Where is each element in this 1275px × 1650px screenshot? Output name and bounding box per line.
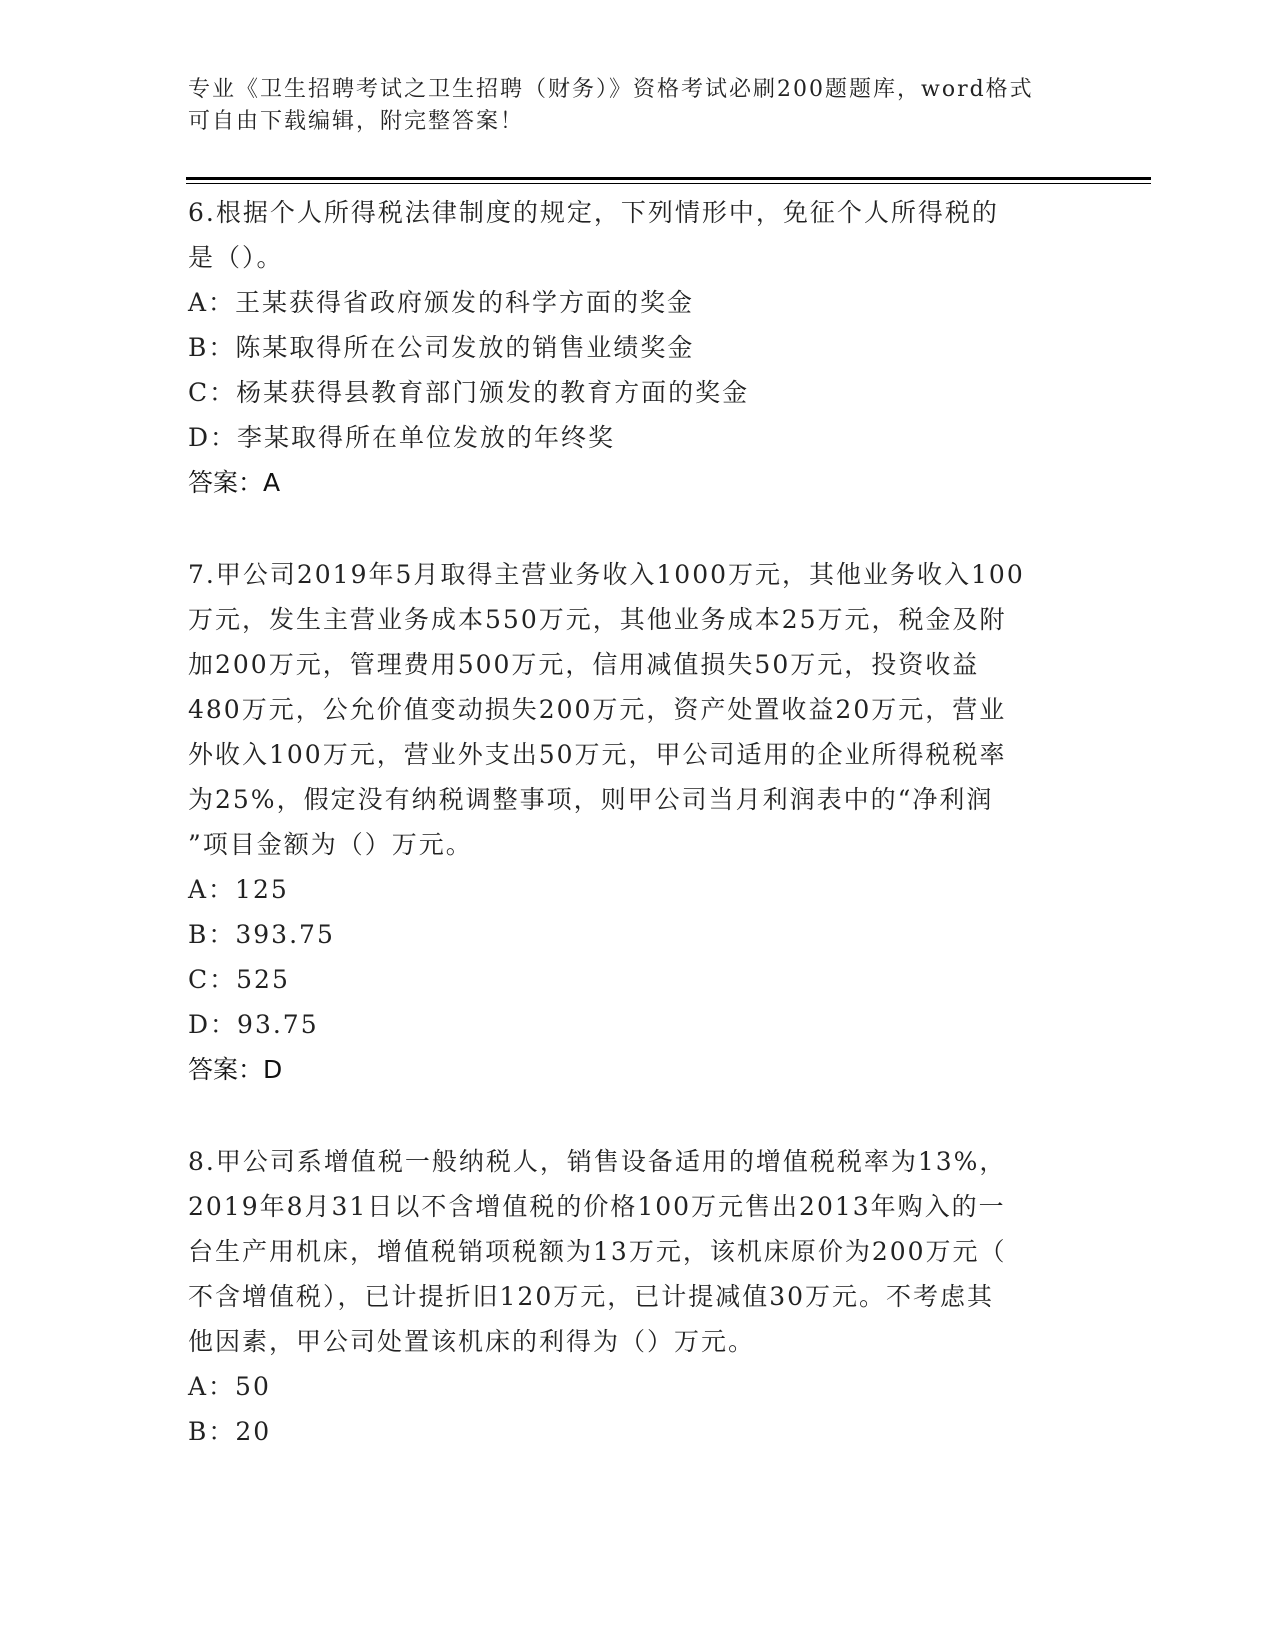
header-divider-thin [186, 183, 1151, 184]
option-b: B：393.75 [188, 920, 335, 949]
option-a: A：125 [188, 875, 289, 904]
question-text: 加200万元，管理费用500万元，信用减值损失50万元，投资收益 [188, 650, 980, 679]
question-text: 台生产用机床，增值税销项税额为13万元，该机床原价为200万元（ [188, 1237, 1007, 1266]
option-c: C：杨某获得县教育部门颁发的教育方面的奖金 [188, 378, 750, 407]
question-text: ”项目金额为（）万元。 [188, 830, 473, 859]
header-divider-thick [186, 177, 1151, 180]
option-b: B：20 [188, 1417, 272, 1446]
question-text: 是（）。 [188, 243, 284, 272]
question-text: 他因素，甲公司处置该机床的利得为（）万元。 [188, 1327, 756, 1356]
question-text: 480万元，公允价值变动损失200万元，资产处置收益20万元，营业 [188, 695, 1007, 724]
question-6 [188, 190, 1088, 505]
option-c: C：525 [188, 965, 290, 994]
question-8 [188, 1139, 1088, 1454]
option-d: D：李某取得所在单位发放的年终奖 [188, 423, 616, 452]
question-text: 7.甲公司2019年5月取得主营业务收入1000万元，其他业务收入100 [188, 560, 1025, 589]
option-a: A：王某获得省政府颁发的科学方面的奖金 [188, 288, 695, 317]
question-7 [188, 552, 1088, 1092]
question-text: 为25%，假定没有纳税调整事项，则甲公司当月利润表中的“净利润 [188, 785, 994, 814]
option-a: A：50 [188, 1372, 271, 1401]
answer-text: 答案：D [188, 1055, 283, 1084]
question-text: 万元，发生主营业务成本550万元，其他业务成本25万元，税金及附 [188, 605, 1007, 634]
question-text: 2019年8月31日以不含增值税的价格100万元售出2013年购入的一 [188, 1192, 1006, 1221]
question-text: 8.甲公司系增值税一般纳税人，销售设备适用的增值税税率为13%， [188, 1147, 1007, 1176]
option-b: B：陈某取得所在公司发放的销售业绩奖金 [188, 333, 695, 362]
question-list [188, 190, 1088, 1454]
document-header [188, 74, 1068, 138]
question-text: 6.根据个人所得税法律制度的规定，下列情形中，免征个人所得税的 [188, 198, 999, 227]
question-text: 外收入100万元，营业外支出50万元，甲公司适用的企业所得税税率 [188, 740, 1007, 769]
header-line: 可自由下载编辑，附完整答案！ [188, 109, 525, 134]
option-d: D：93.75 [188, 1010, 319, 1039]
question-text: 不含增值税），已计提折旧120万元，已计提减值30万元。不考虑其 [188, 1282, 995, 1311]
header-line: 专业《卫生招聘考试之卫生招聘（财务）》资格考试必刷200题题库，word格式 [188, 77, 1034, 102]
answer-text: 答案：A [188, 468, 281, 497]
